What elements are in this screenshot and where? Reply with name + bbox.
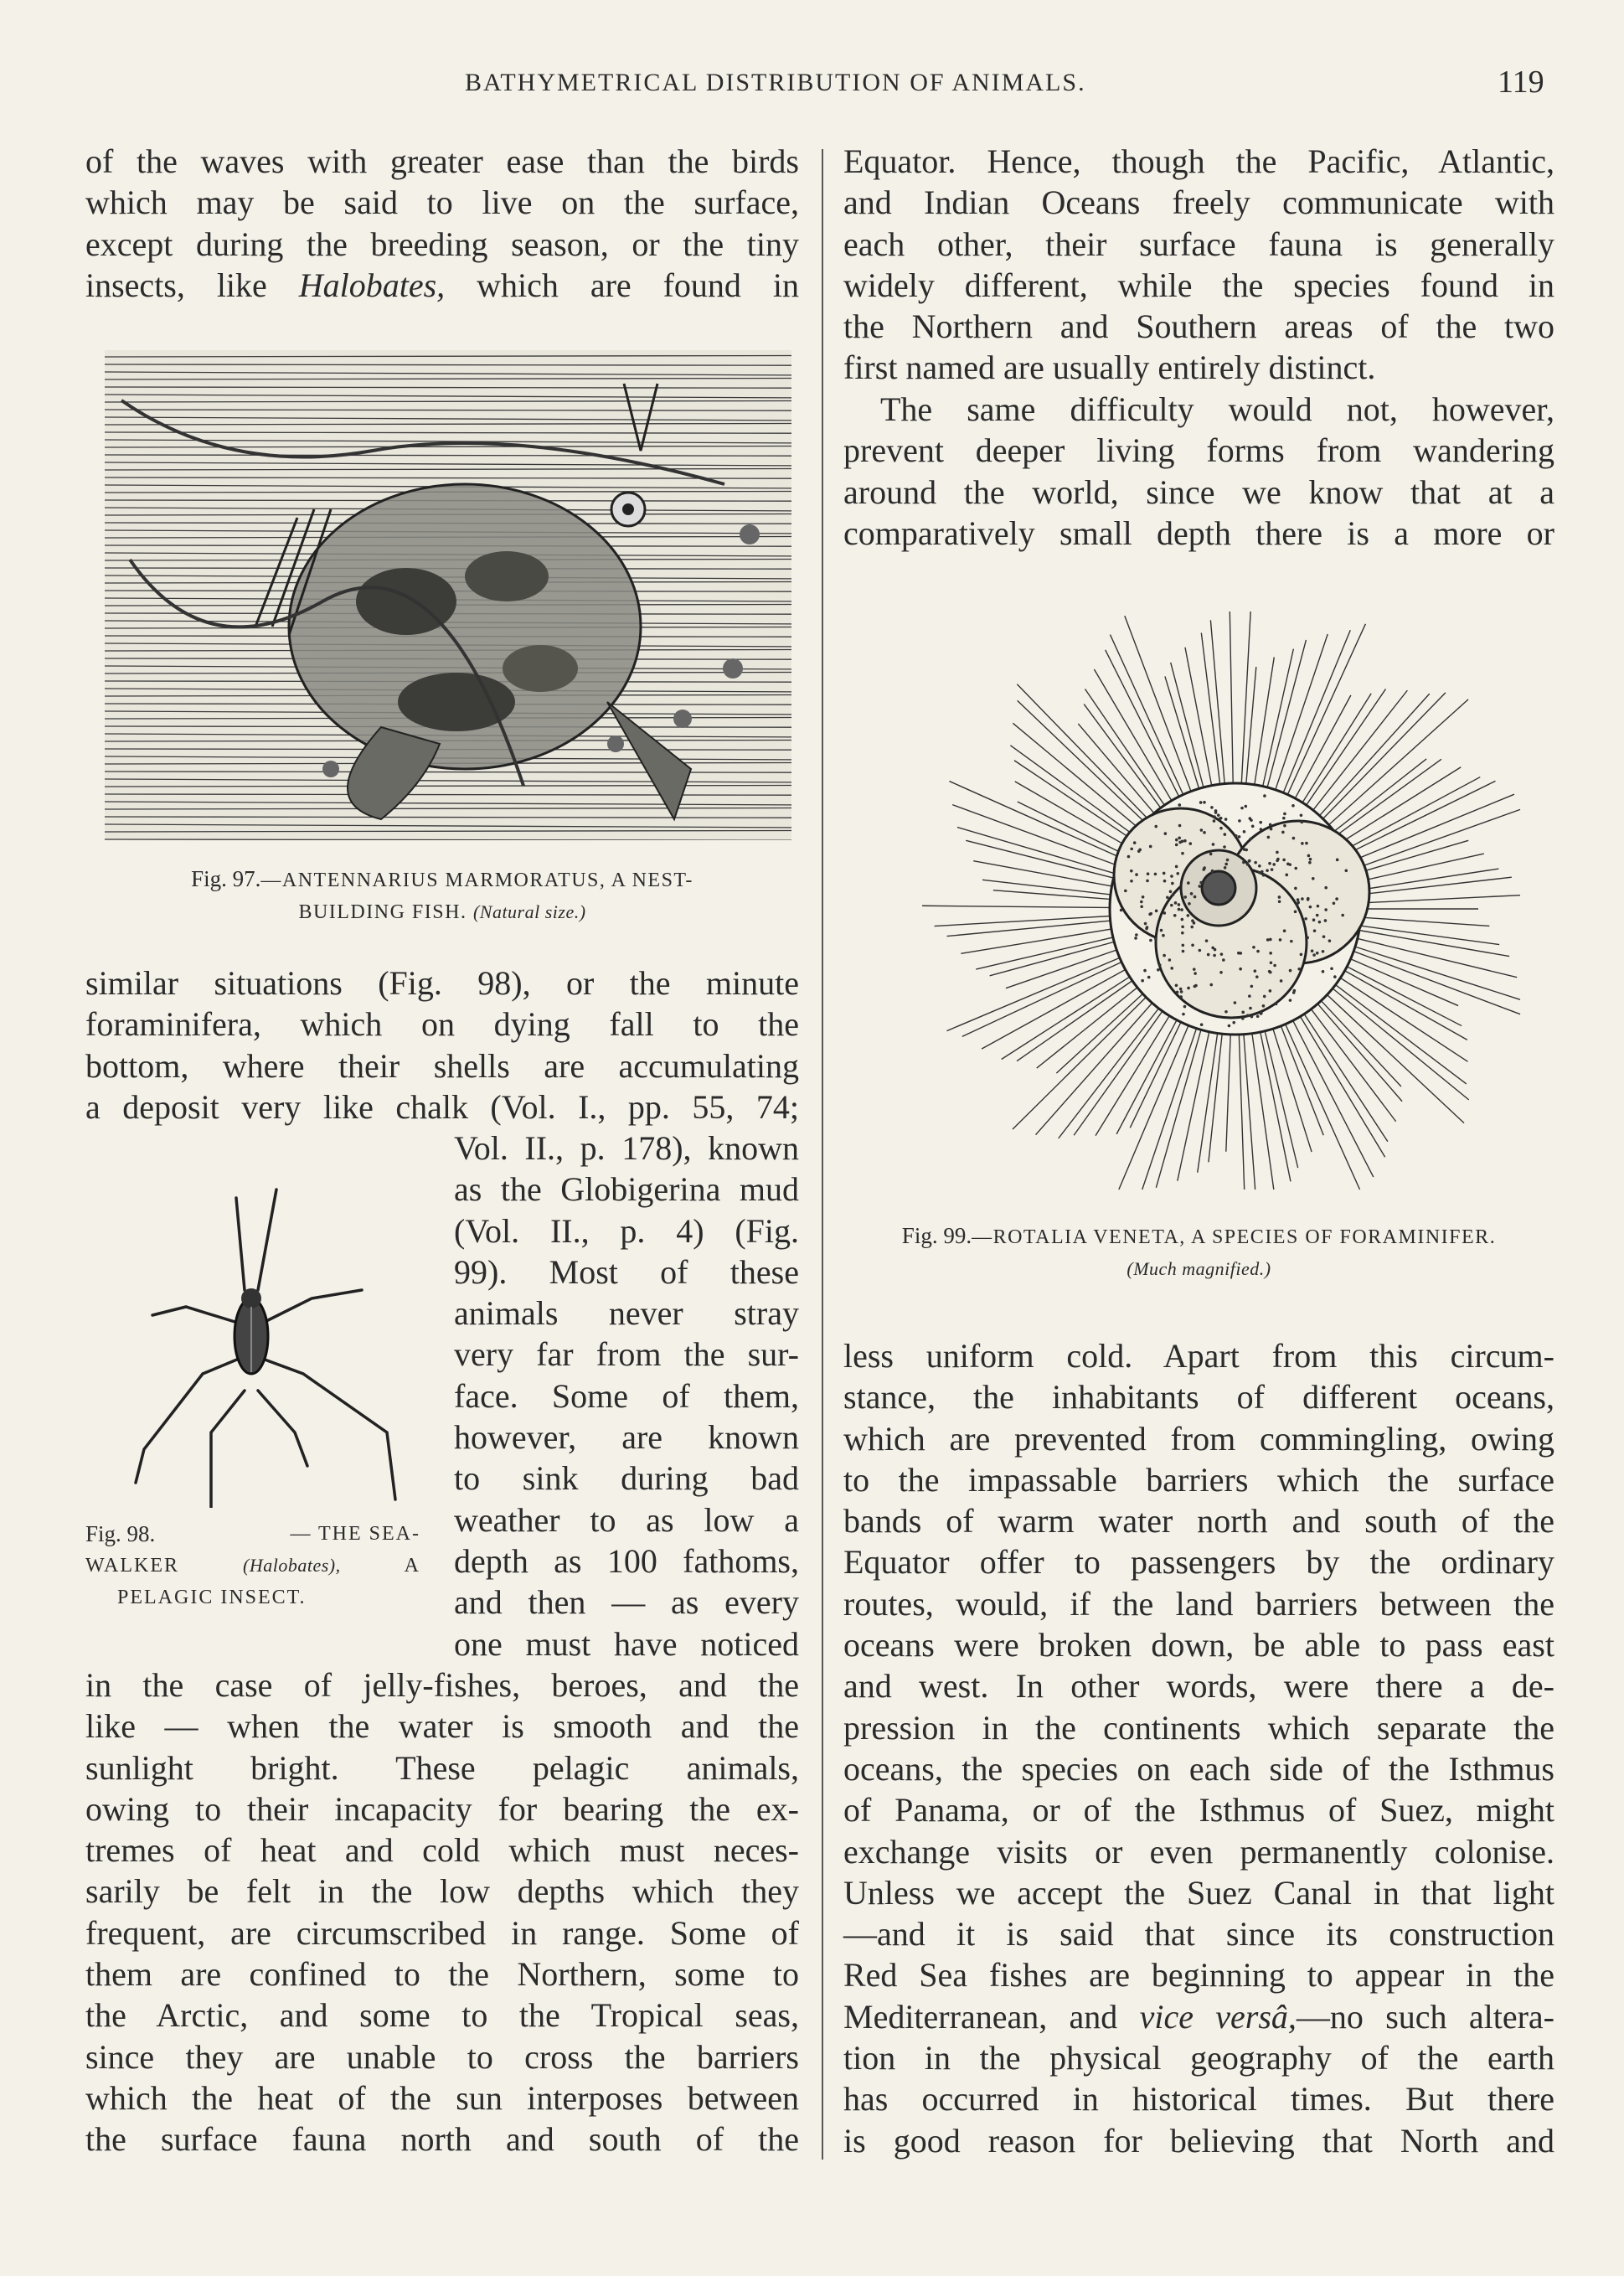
figure-97-caption: Fig. 97.—ANTENNARIUS MARMORATUS, A NEST- BUILDING FISH. (Natural size.) (191, 866, 693, 923)
text-line: animals never stray (454, 1294, 799, 1333)
text-line: and then — as every (454, 1583, 799, 1622)
text-line: as the Globigerina mud (454, 1170, 799, 1209)
column-divider (822, 149, 823, 2160)
text-line: in the case of jelly-fishes, beroes, and the (85, 1666, 799, 1704)
text-line: and Indian Oceans freely communicate with (843, 183, 1554, 222)
text-line: 99). Most of these (454, 1252, 799, 1291)
text-line: is good reason for believing that North and (843, 2121, 1554, 2160)
text-line: the surface fauna north and south of the (85, 2120, 799, 2159)
text-line: owing to their incapacity for bearing the ex- (85, 1789, 799, 1828)
right-para-top (843, 141, 1554, 389)
figure-97-fish-illustration (105, 350, 791, 840)
text-line: Mediterranean, and vice versâ,—no such altera- (843, 1997, 1554, 2036)
text-line: bands of warm water north and south of the (843, 1502, 1554, 1541)
text-line: tremes of heat and cold which must neces- (85, 1831, 799, 1870)
text-line: which the heat of the sun interposes between (85, 2078, 799, 2117)
left-para-top (85, 141, 799, 306)
text-line: one must have noticed (454, 1624, 799, 1663)
text-line: like — when the water is smooth and the (85, 1707, 799, 1746)
text-line: widely different, while the species found in (843, 266, 1554, 304)
running-title: BATHYMETRICAL DISTRIBUTION OF ANIMALS. (465, 69, 1086, 96)
text-line: less uniform cold. Apart from this circum- (843, 1337, 1554, 1375)
text-line: depth as 100 fathoms, (454, 1541, 799, 1580)
page-header (0, 59, 1624, 109)
text-line: the Northern and Southern areas of the two (843, 307, 1554, 346)
text-line: Unless we accept the Suez Canal in that light (843, 1873, 1554, 1912)
text-line: stance, the inhabitants of different oceans, (843, 1378, 1554, 1417)
text-line: insects, like Halobates, which are found in (85, 266, 799, 304)
left-para-mid (85, 963, 799, 1128)
text-line: prevent deeper living forms from wandering (843, 431, 1554, 470)
text-line: around the world, since we know that at a (843, 472, 1554, 511)
rotalia-engraving (871, 607, 1524, 1194)
text-line: of the waves with greater ease than the birds (85, 142, 799, 180)
text-line: exchange visits or even permanently colonise. (843, 1832, 1554, 1871)
figure-99-foraminifer-illustration (871, 607, 1524, 1194)
text-line: tion in the physical geography of the earth (843, 2039, 1554, 2077)
text-line: routes, would, if the land barriers between the (843, 1584, 1554, 1623)
text-line: a deposit very like chalk (Vol. I., pp. 55, 74; (85, 1087, 799, 1126)
page-number: 119 (1498, 65, 1544, 100)
figure-99-caption: Fig. 99.—ROTALIA VENETA, A SPECIES OF FORAMINIFER. (Much magnified.) (901, 1223, 1497, 1279)
text-line: which are prevented from commingling, owing (843, 1419, 1554, 1458)
sea-walker-insect (94, 1181, 420, 1508)
text-line: which may be said to live on the surface, (85, 183, 799, 222)
text-line: oceans were broken down, be able to pass east (843, 1626, 1554, 1664)
text-line: sarily be felt in the low depths which they (85, 1872, 799, 1911)
text-line: first named are usually entirely distinct. (843, 348, 1376, 387)
text-line: of Panama, or of the Isthmus of Suez, might (843, 1791, 1554, 1830)
text-line: Equator. Hence, though the Pacific, Atlantic, (843, 142, 1554, 180)
fish-engraving (105, 350, 791, 840)
text-line: and west. In other words, were there a de- (843, 1667, 1554, 1706)
text-line: (Vol. II., p. 4) (Fig. (454, 1211, 799, 1250)
text-line: however, are known (454, 1418, 799, 1457)
figure-98-insect-illustration (94, 1181, 420, 1508)
text-line: pression in the continents which separate the (843, 1708, 1554, 1747)
text-line: since they are unable to cross the barriers (85, 2037, 799, 2076)
figure-98-caption: Fig. 98. — THE SEA- WALKER (Halobates), A PELAGIC INSECT. (85, 1521, 420, 1608)
text-line: foraminifera, which on dying fall to the (85, 1005, 799, 1044)
left-para-bottom (85, 1664, 799, 2160)
text-line: weather to as low a (454, 1500, 799, 1539)
text-line: very far from the sur- (454, 1335, 799, 1374)
text-line: frequent, are circumscribed in range. Some of (85, 1913, 799, 1952)
text-line: sunlight bright. These pelagic animals, (85, 1748, 799, 1787)
text-line: —and it is said that since its construction (843, 1915, 1554, 1953)
text-line: comparatively small depth there is a more or (843, 514, 1554, 552)
text-line: similar situations (Fig. 98), or the minute (85, 964, 799, 1002)
right-para-bottom (843, 1335, 1554, 2161)
text-line: bottom, where their shells are accumulating (85, 1046, 799, 1085)
text-line: The same difficulty would not, however, (880, 390, 1554, 428)
text-line: to sink during bad (454, 1459, 799, 1498)
text-line: the Arctic, and some to the Tropical seas, (85, 1996, 799, 2035)
text-line: each other, their surface fauna is generally (843, 225, 1554, 263)
text-line: Red Sea fishes are beginning to appear in the (843, 1956, 1554, 1995)
text-line: them are confined to the Northern, some to (85, 1955, 799, 1994)
text-line: except during the breeding season, or the tiny (85, 225, 799, 263)
left-para-wrap (454, 1128, 799, 1664)
text-line: face. Some of them, (454, 1376, 799, 1415)
text-line: Equator offer to passengers by the ordinary (843, 1543, 1554, 1582)
text-line: oceans, the species on each side of the Isthmus (843, 1749, 1554, 1788)
text-line: has occurred in historical times. But there (843, 2080, 1554, 2119)
right-para-second (843, 389, 1554, 554)
text-line: to the impassable barriers which the surface (843, 1460, 1554, 1499)
text-line: Vol. II., p. 178), known (454, 1129, 799, 1167)
